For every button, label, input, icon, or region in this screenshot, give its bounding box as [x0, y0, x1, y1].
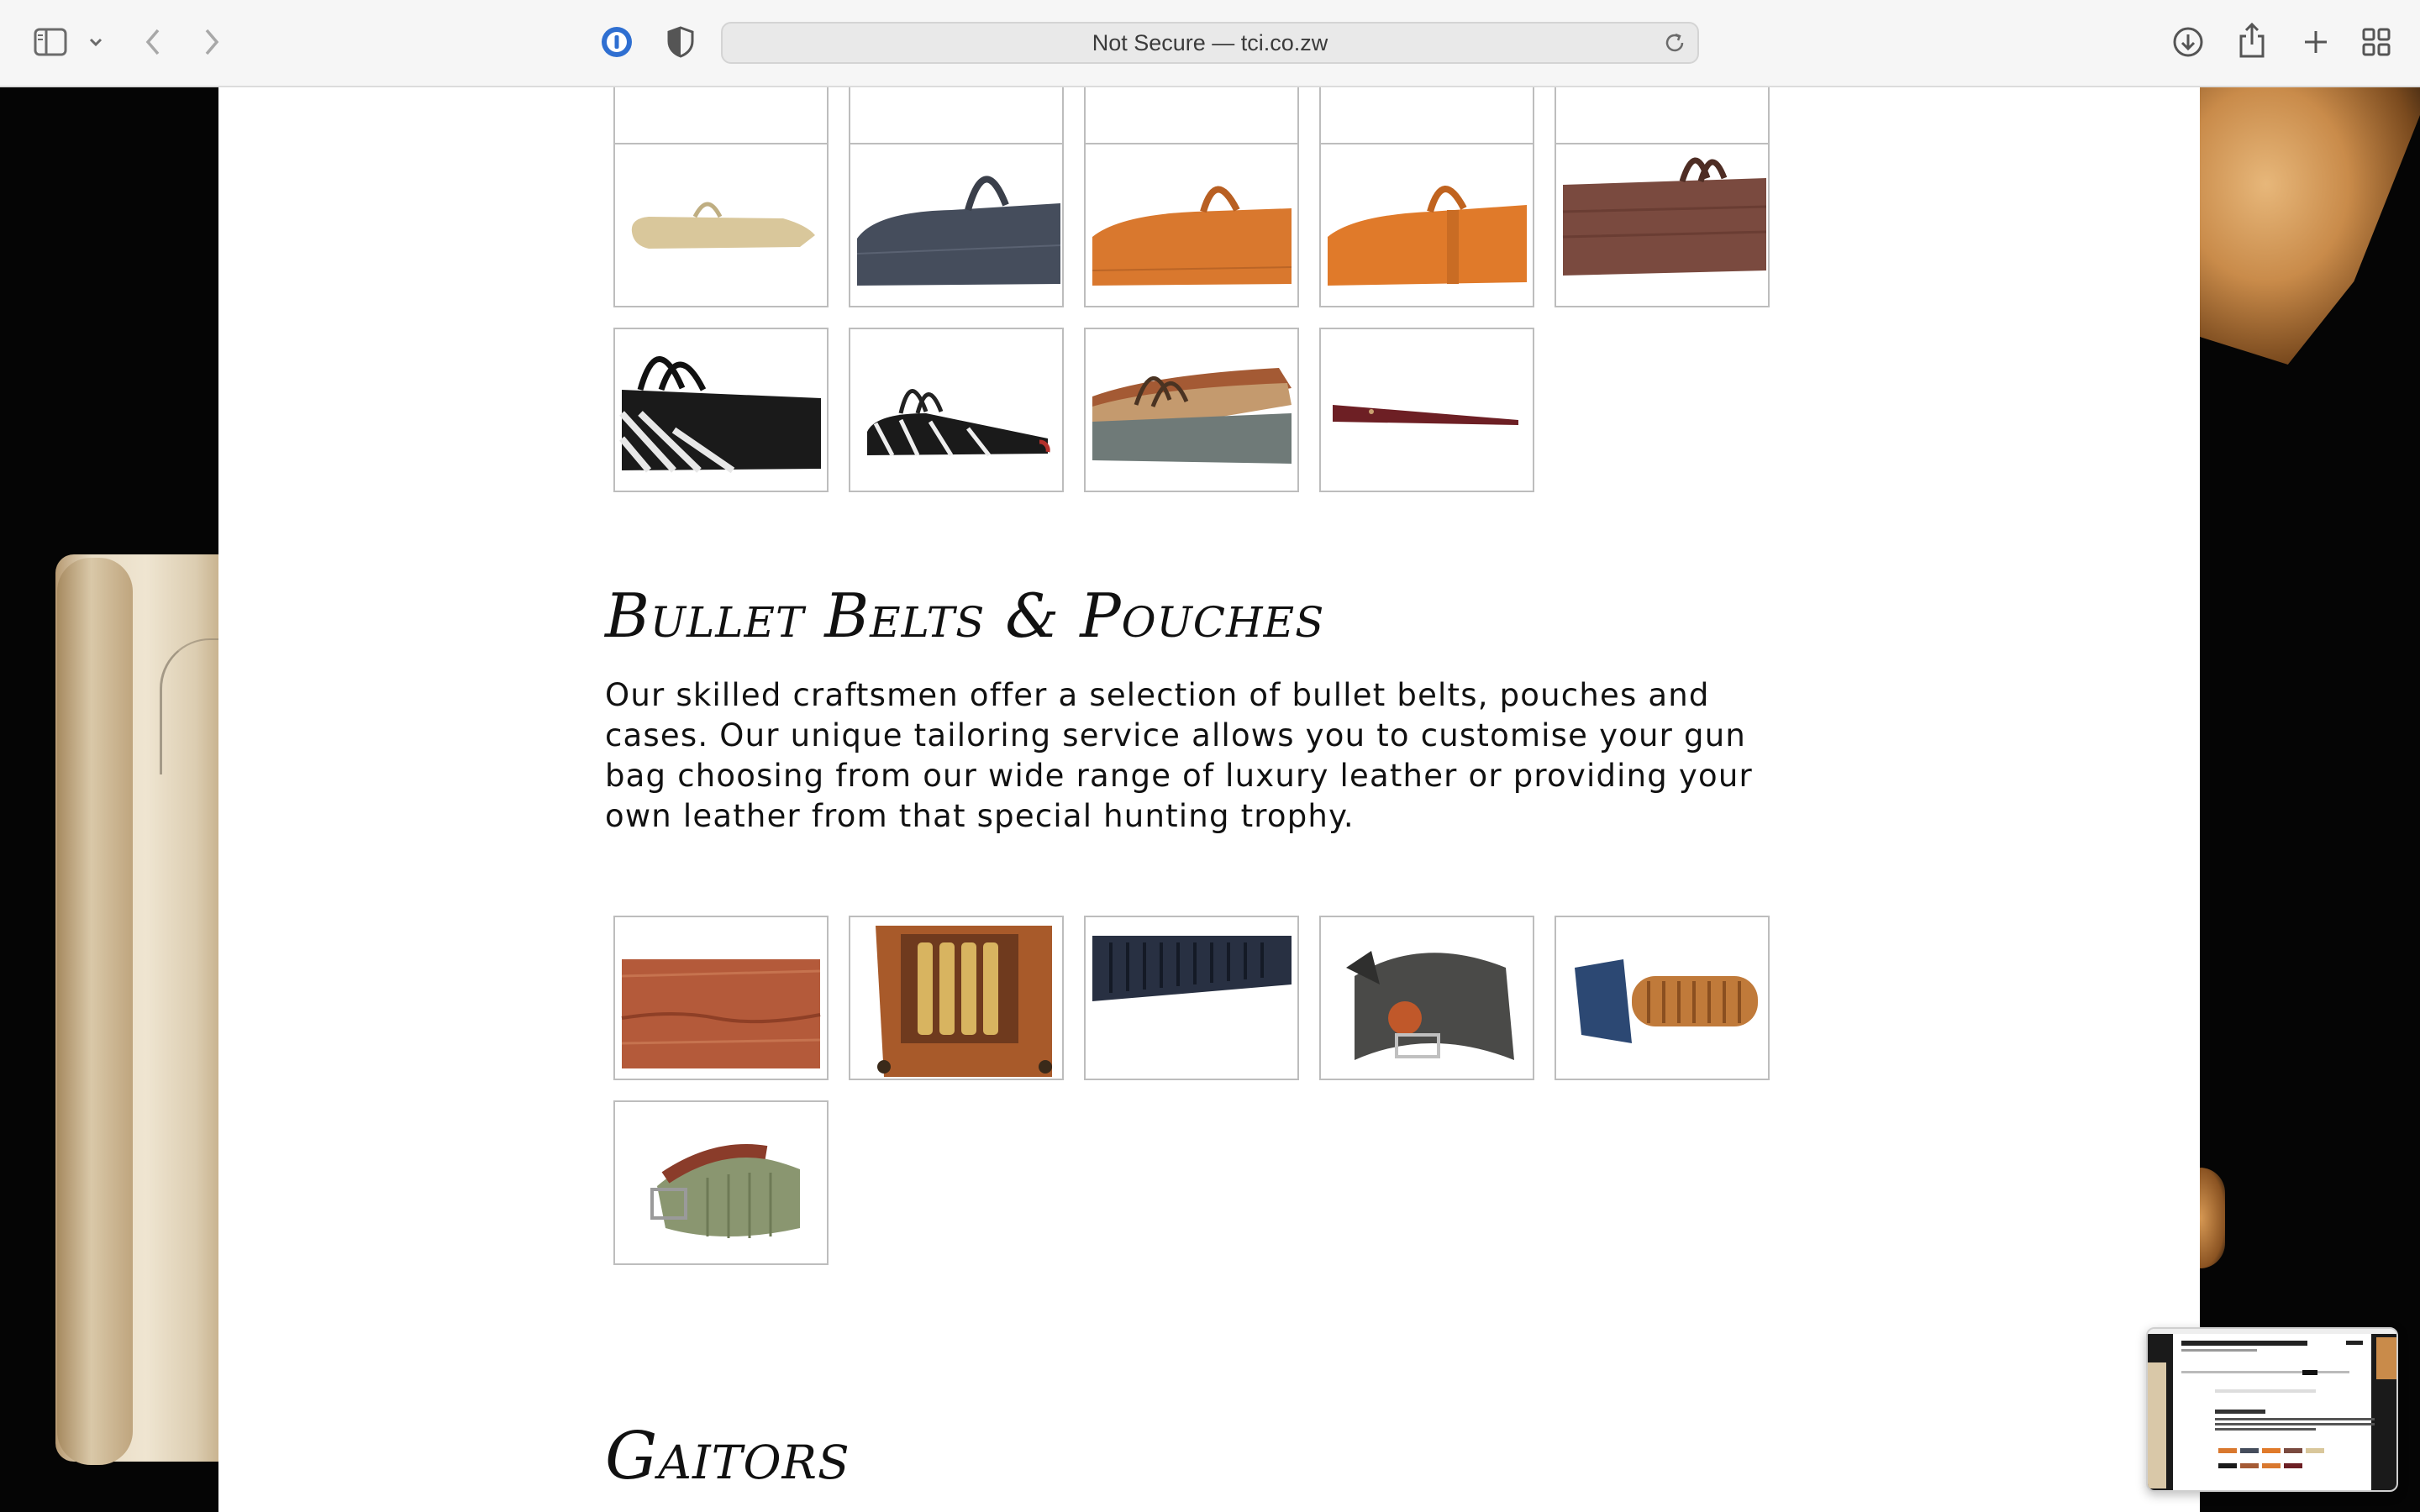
plus-icon[interactable]: [2299, 25, 2333, 59]
back-icon[interactable]: [139, 25, 166, 59]
share-icon[interactable]: [2235, 22, 2269, 59]
tab-overview-icon[interactable]: [2360, 25, 2393, 59]
password-manager-icon[interactable]: [600, 25, 634, 59]
forward-icon[interactable]: [198, 25, 225, 59]
leather-background-image-lower: [2200, 1168, 2225, 1268]
section-description-bullet-belts: Our skilled craftsmen offer a selection of bullet belts, pouches and cases. Our unique tailoring service allows you to customise your gun bag choosing from our wide range of luxury leather or providing your own leather from that special hunting trophy.: [605, 677, 1753, 834]
bullet-belt-thumbnail[interactable]: [1084, 916, 1299, 1080]
reload-icon[interactable]: [1662, 30, 1687, 55]
gun-bag-thumbnail[interactable]: [1319, 328, 1534, 492]
bullet-pouch-thumbnail[interactable]: [849, 916, 1064, 1080]
section-title-bullet-belts: Bullet Belts & Pouches: [605, 580, 1325, 651]
chevron-down-icon[interactable]: [86, 30, 106, 54]
scroll-sketch: [160, 638, 221, 774]
gun-bag-thumbnail[interactable]: [1555, 143, 1770, 307]
screenshot-preview-thumbnail[interactable]: [2146, 1327, 2398, 1492]
browser-toolbar: [0, 0, 2420, 87]
download-icon[interactable]: [2171, 25, 2205, 59]
bullet-belt-thumbnail[interactable]: [613, 1100, 829, 1265]
page-content: [218, 87, 2200, 1512]
privacy-shield-icon[interactable]: [664, 25, 697, 59]
sidebar-icon[interactable]: [34, 27, 67, 57]
address-bar[interactable]: [721, 22, 1699, 64]
gun-bag-thumbnail[interactable]: [1084, 328, 1299, 492]
section-title-gaitors: Gaitors: [605, 1419, 850, 1494]
gun-bag-thumbnail[interactable]: [1319, 143, 1534, 307]
gun-bag-thumbnail[interactable]: [613, 328, 829, 492]
bullet-belt-thumbnail[interactable]: [613, 916, 829, 1080]
gun-bag-thumbnail[interactable]: [613, 143, 829, 307]
address-text: Not Secure — tci.co.zw: [1092, 30, 1328, 55]
gun-bag-thumbnail[interactable]: [1084, 143, 1299, 307]
gun-bag-thumbnail[interactable]: [849, 328, 1064, 492]
bullet-belt-thumbnail[interactable]: [1555, 916, 1770, 1080]
scroll-roll-image: [57, 558, 133, 1465]
gun-bag-thumbnail[interactable]: [849, 143, 1064, 307]
bullet-belt-thumbnail[interactable]: [1319, 916, 1534, 1080]
